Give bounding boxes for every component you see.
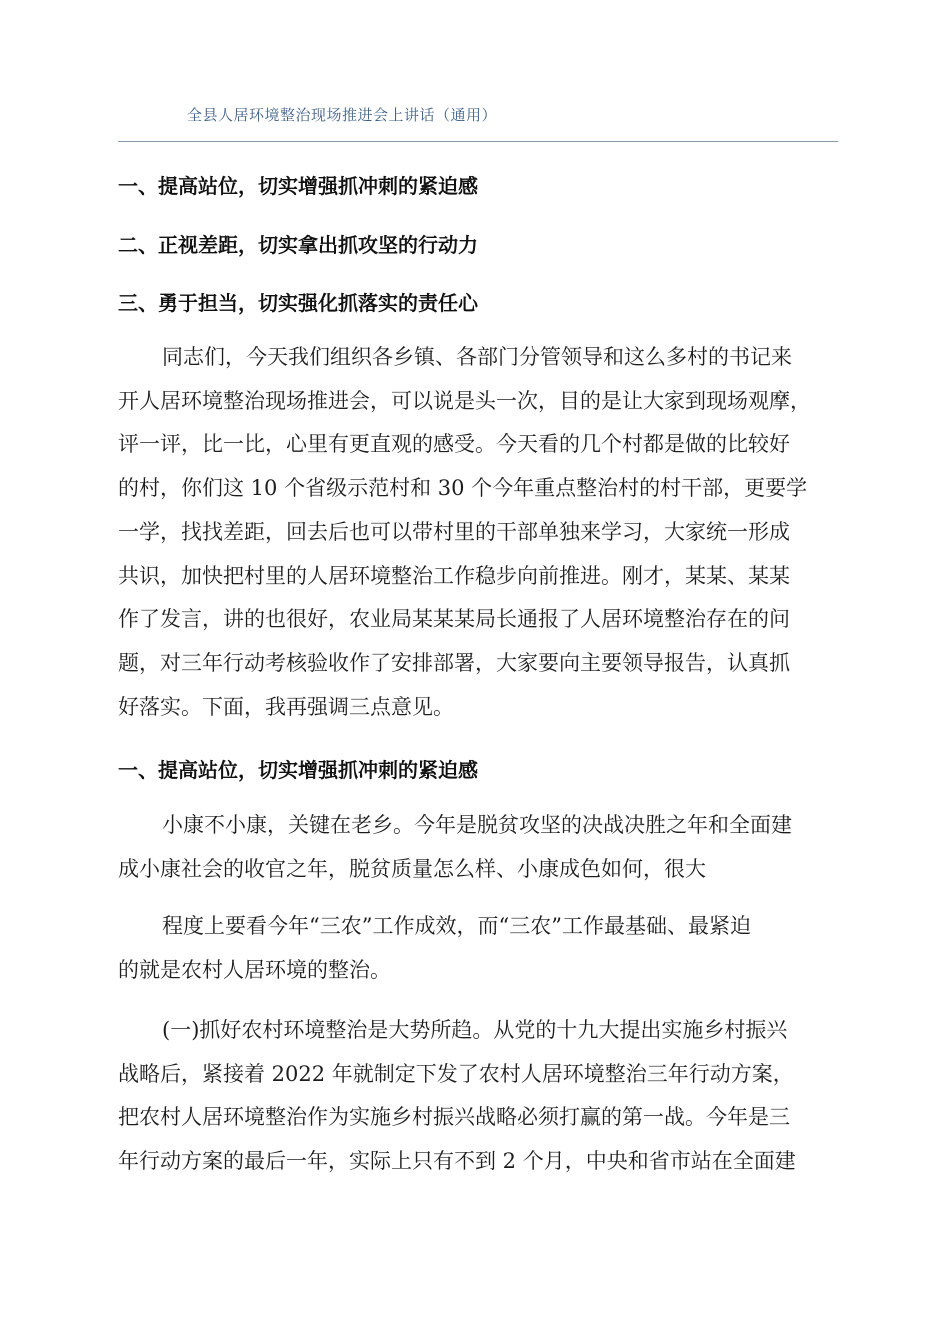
paragraph-line: 好落实。下面，我再强调三点意见。 — [118, 694, 454, 719]
paragraph-line: 战略后，紧接着 2022 年就制定下发了农村人居环境整治三年行动方案， — [118, 1061, 794, 1086]
paragraph-line: 把农村人居环境整治作为实施乡村振兴战略必须打赢的第一战。今年是三 — [118, 1105, 790, 1130]
paragraph-line: 的就是农村人居环境的整治。 — [118, 957, 391, 982]
outline-item-3: 三、勇于担当，切实强化抓落实的责任心 — [118, 291, 478, 315]
paragraph-line: 共识，加快把村里的人居环境整治工作稳步向前推进。刚才，某某、某某 — [118, 563, 790, 588]
paragraph-line: 的村，你们这 10 个省级示范村和 30 个今年重点整治村的村干部，更要学 — [118, 476, 808, 501]
paragraph-line: 同志们，今天我们组织各乡镇、各部门分管领导和这么多村的书记来 — [162, 345, 792, 369]
paragraph-line: 程度上要看今年“三农”工作成效，而“三农”工作最基础、最紧迫 — [162, 914, 751, 938]
section-heading: 一、提高站位，切实增强抓冲刺的紧迫感 — [118, 758, 478, 782]
paragraph-line: 作了发言，讲的也很好，农业局某某某局长通报了人居环境整治存在的问 — [118, 607, 790, 632]
outline-item-2: 二、正视差距，切实拿出抓攻坚的行动力 — [118, 233, 478, 257]
section-paragraph-2 — [118, 905, 838, 992]
paragraph-line: 题，对三年行动考核验收作了安排部署，大家要向主要领导报告，认真抓 — [118, 650, 790, 675]
paragraph-line: 小康不小康，关键在老乡。今年是脱贫攻坚的决战决胜之年和全面建 — [162, 813, 792, 837]
document-title: 全县人居环境整治现场推进会上讲话（通用） — [187, 106, 498, 124]
paragraph-line: (一)抓好农村环境整治是大势所趋。从党的十九大提出实施乡村振兴 — [162, 1018, 788, 1042]
header-divider — [118, 141, 838, 142]
paragraph-line: 开人居环境整治现场推进会，可以说是头一次，目的是让大家到现场观摩， — [118, 388, 811, 413]
paragraph-line: 年行动方案的最后一年，实际上只有不到 2 个月，中央和省市站在全面建 — [118, 1149, 796, 1174]
paragraph-line: 成小康社会的收官之年，脱贫质量怎么样、小康成色如何，很大 — [118, 856, 706, 881]
paragraph-line: 一学，找找差距，回去后也可以带村里的干部单独来学习，大家统一形成 — [118, 519, 790, 544]
paragraph-line: 评一评，比一比，心里有更直观的感受。今天看的几个村都是做的比较好 — [118, 432, 790, 457]
section-paragraph-3 — [118, 1009, 838, 1184]
section-paragraph-1 — [118, 804, 838, 891]
intro-paragraph — [118, 336, 838, 729]
outline-item-1: 一、提高站位，切实增强抓冲刺的紧迫感 — [118, 174, 478, 198]
